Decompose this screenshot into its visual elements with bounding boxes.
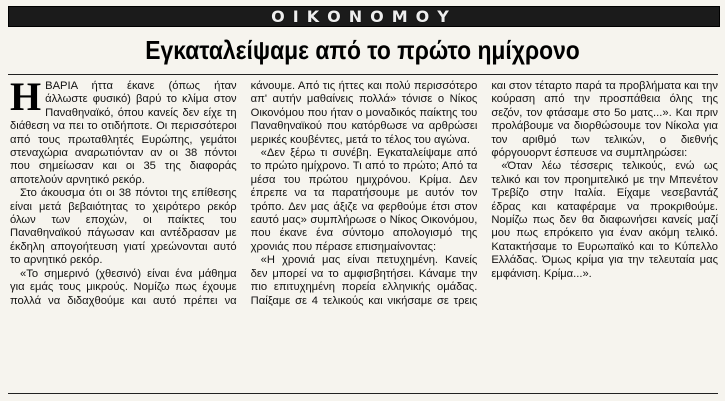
paragraph: «Η χρονιά μας είναι πετυχημένη. Κανείς δεν μπορεί να το αμφισβητήσει. Κάναμε την πιο επιτυχημένη πορεία ελληνικής ομάδας. Παίξαμε σε 4 τελικούς και νικήσαμε σε τρεις και στον τέταρτο παρά τα προβλήματα και την κούραση από την προσπάθεια όλης της σεζόν, τον φτάσαμε στο 5ο ματς...». Και πριν προλάβουμε να διορθώσουμε τον Νίκολα για τον αριθμό των τελικών, ο διεθνής φόργουορντ έσπευσε να συμπληρώσει: bbox=[250, 80, 718, 307]
drop-cap: Η bbox=[10, 74, 42, 119]
lead-paragraph bbox=[10, 74, 237, 187]
paragraph: «Δεν ξέρω τι συνέβη. Εγκαταλείψαμε από το πρώτο ημίχρονο. Τι από το πρώτο; Από τα μέσα του πρώτου ημιχρόνου. Κρίμα. Δεν έπρεπε να τα παρατήσουμε με αυτόν τον τρόπο. Δεν μας άξιζε να φερθούμε έτσι στον εαυτό μας» συμπλήρωσε ο Νίκος Οικονόμου, που έκανε ένα σύντομο απολογισμό της χρονιάς που πέρασε επισημαίνοντας: bbox=[250, 147, 478, 253]
article-body bbox=[10, 74, 718, 392]
lead-text: ΒΑΡΙΑ ήττα έκανε (όπως ήταν άλλωστε φυσικό) βαρύ το κλίμα στον Παναθηναϊκό, όπου κανείς δεν είχε τη διάθεση να πει το οτιδήποτε. Οι περισσότεροι από τους πρωταθλητές Ευρώπης, γεμάτοι στεναχώρια αναρωτιόνταν αν οι 38 πόντοι που σημείωσαν και οι 35 της διαφοράς αποτελούν αρνητικό ρεκόρ. bbox=[10, 80, 237, 186]
bottom-divider bbox=[8, 393, 718, 394]
section-banner bbox=[8, 6, 720, 27]
paragraph: Στο άκουσμα ότι οι 38 πόντοι της επίθεσης είναι μετά βεβαιότητας το χειρότερο ρεκόρ όλων των εποχών, οι παίκτες του Παναθηναϊκού πάγωσαν και αντέδρασαν με έκδηλη απογοήτευση γιατί χρεώνονται αυτό το αρνητικό ρεκόρ. bbox=[10, 187, 237, 267]
paragraph: «Το σημερινό (χθεσινό) είναι ένα μάθημα για εμάς τους μικρούς. Νομίζω πως έχουμε πολλά να διδαχθούμε και αυτό πρέπει να κάνουμε. Από τις ήττες και πολύ περισσότερο απ' αυτήν μαθαίνεις πολλά» τόνισε ο Νίκος Οικονόμου που ήταν ο μοναδικός παίκτης του Παναθηναϊκού που κατόρθωσε να αρθρώσει μερικές κουβέντες, μετά το τέλος του αγώνα. bbox=[10, 80, 478, 307]
paragraph: «Όταν λέω τέσσερις τελικούς, ενώ ως τελικό και τον προημιτελικό με την Μπενέτον Τρεβίζο στην Ιταλία. Είχαμε νεσεβαντάζ έδρας και καταφέραμε να προκριθούμε. Νομίζω πως δεν θα διαφωνήσει κανείς μαζί μου πως επρόκειτο για έναν ακόμη τελικό. Κατακτήσαμε το Ευρωπαϊκό και το Κύπελλο Ελλάδας. Όμως κρίμα για την τελευταία μας εμφάνιση. Κρίμα...». bbox=[491, 160, 718, 280]
top-divider bbox=[8, 74, 718, 75]
headline: Εγκαταλείψαμε από το πρώτο ημίχρονο bbox=[145, 35, 580, 65]
section-title: ΟΙΚΟΝΟΜΟΥ bbox=[271, 7, 457, 26]
